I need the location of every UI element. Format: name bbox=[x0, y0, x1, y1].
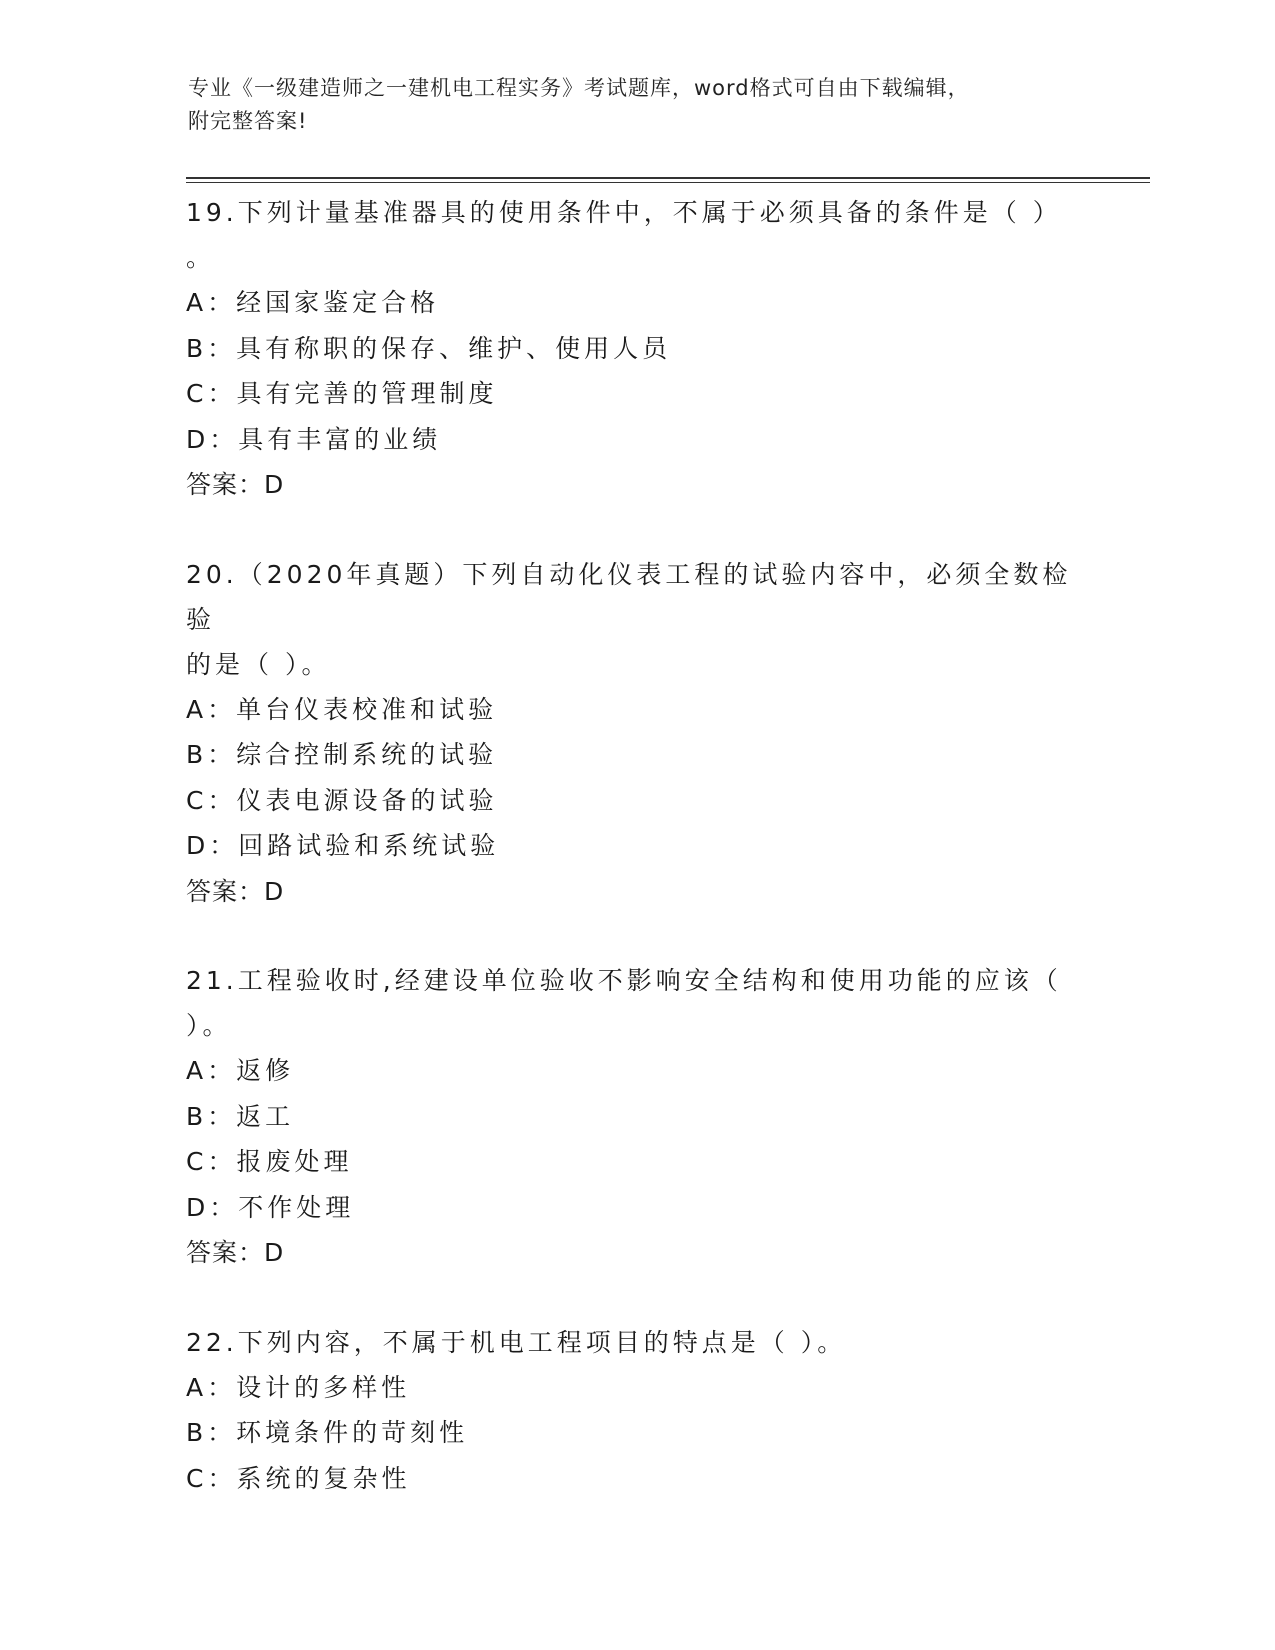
header-divider-thick bbox=[186, 177, 1150, 179]
option-d: D：具有丰富的业绩 bbox=[186, 424, 442, 454]
option-a: A：单台仪表校准和试验 bbox=[186, 694, 498, 724]
option-a: A：返修 bbox=[186, 1056, 295, 1085]
question-stem: 20.（2020年真题）下列自动化仪表工程的试验内容中，必须全数检验 bbox=[186, 559, 1072, 634]
header-divider-thin bbox=[186, 182, 1150, 183]
question-spacer bbox=[186, 1276, 1086, 1320]
question-19 bbox=[186, 190, 1086, 508]
question-list bbox=[186, 190, 1086, 1501]
option-a: A：设计的多样性 bbox=[186, 1372, 411, 1402]
option-c: C：具有完善的管理制度 bbox=[186, 379, 498, 408]
option-c: C：仪表电源设备的试验 bbox=[186, 785, 498, 815]
question-stem-continued: 的是（ ）。 bbox=[186, 649, 331, 679]
question-stem: 21.工程验收时,经建设单位验收不影响安全结构和使用功能的应该（ bbox=[186, 966, 1062, 995]
header-line-2: 附完整答案! bbox=[188, 109, 308, 133]
question-stem: 19.下列计量基准器具的使用条件中，不属于必须具备的条件是（ ） bbox=[186, 198, 1062, 227]
option-c: C：报废处理 bbox=[186, 1147, 353, 1176]
option-a: A：经国家鉴定合格 bbox=[186, 288, 440, 317]
option-d: D：回路试验和系统试验 bbox=[186, 831, 500, 860]
question-21 bbox=[186, 958, 1086, 1276]
option-b: B：具有称职的保存、维护、使用人员 bbox=[186, 333, 672, 363]
answer: 答案：D bbox=[186, 470, 285, 499]
question-stem-continued: 。 bbox=[186, 243, 216, 272]
option-b: B：环境条件的苛刻性 bbox=[186, 1418, 469, 1447]
option-d: D：不作处理 bbox=[186, 1192, 355, 1222]
question-stem: 22.下列内容，不属于机电工程项目的特点是（ ）。 bbox=[186, 1327, 847, 1357]
question-22 bbox=[186, 1320, 1086, 1502]
question-spacer bbox=[186, 914, 1086, 958]
question-20 bbox=[186, 552, 1086, 915]
document-header bbox=[188, 72, 1068, 138]
question-stem-continued: ）。 bbox=[186, 1011, 232, 1040]
header-line-1: 专业《一级建造师之一建机电工程实务》考试题库，word格式可自由下载编辑， bbox=[188, 76, 970, 100]
answer: 答案：D bbox=[186, 1238, 285, 1267]
answer: 答案：D bbox=[186, 876, 285, 906]
question-spacer bbox=[186, 508, 1086, 552]
option-b: B：综合控制系统的试验 bbox=[186, 740, 498, 769]
option-b: B：返工 bbox=[186, 1101, 295, 1131]
option-c: C：系统的复杂性 bbox=[186, 1463, 411, 1493]
